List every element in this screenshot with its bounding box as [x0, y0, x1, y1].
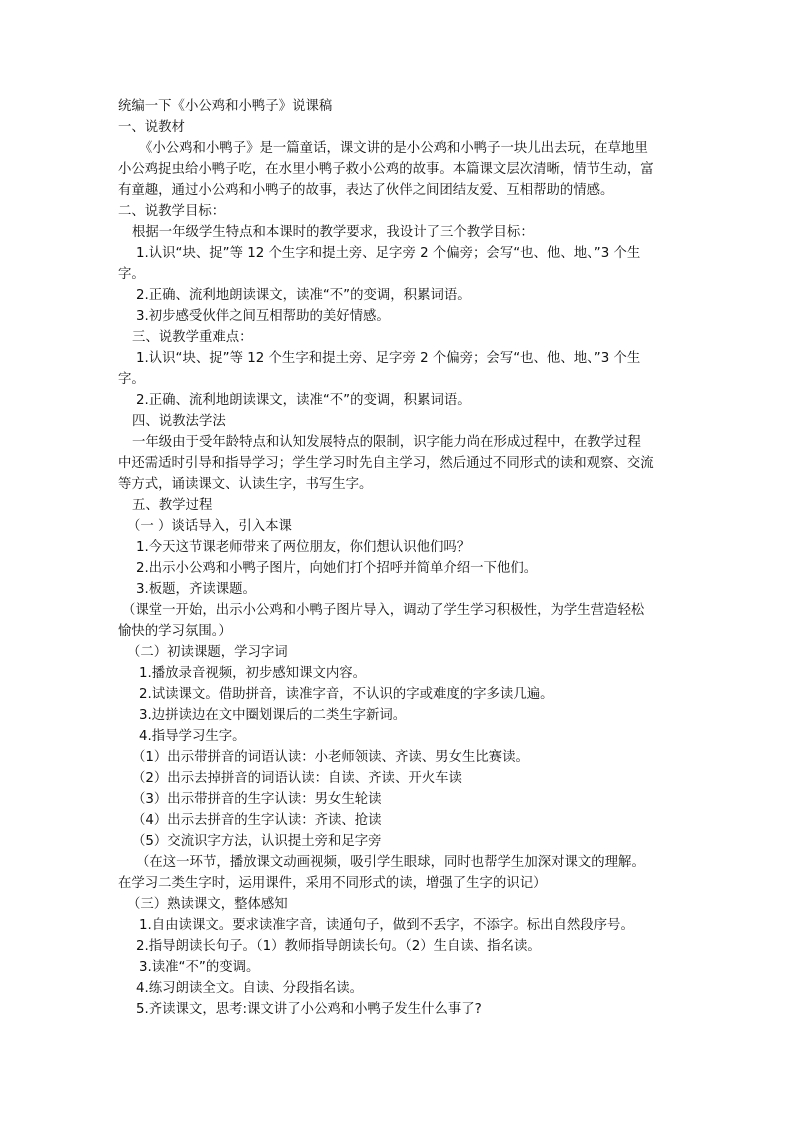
list-item: （1）出示带拼音的词语认读：小老师领读、齐读、男女生比赛读。 [132, 750, 529, 765]
note-line: 愉快的学习氛围。） [118, 624, 232, 639]
section-heading: 三、说教学重难点： [132, 330, 253, 345]
list-item: （2）出示去掉拼音的词语认读：自读、齐读、开火车读 [132, 771, 462, 786]
document-page [118, 96, 678, 1020]
paragraph-line: 中还需适时引导和指导学习；学生学习时先自主学习，然后通过不同形式的读和观察、交流 [118, 456, 654, 471]
section-heading: 二、说教学目标： [118, 204, 226, 219]
document-title: 统编一下《小公鸡和小鸭子》说课稿 [118, 99, 333, 114]
list-item-continuation: 字。 [118, 267, 145, 282]
list-item: （3）出示带拼音的生字认读：男女生轮读 [132, 792, 382, 807]
list-item: 1.自由读课文。要求读准字音，读通句子，做到不丢字，不添字。标出自然段序号。 [139, 918, 634, 933]
section-heading: 一、说教材 [118, 120, 185, 135]
list-item: （4）出示去拼音的生字认读：齐读、抢读 [132, 813, 382, 828]
note-line: （在这一环节，播放课文动画视频，吸引学生眼球，同时也帮学生加深对课文的理解。 [136, 855, 645, 870]
list-item: 1.认识“块、捉”等 12 个生字和提土旁、足字旁 2 个偏旁；会写“也、他、地、”3 个生 [136, 246, 641, 261]
list-item: 3.板题，齐读课题。 [136, 582, 256, 597]
list-item: 2.指导朗读长句子。（1）教师指导朗读长句。（2）生自读、指名读。 [136, 939, 541, 954]
paragraph-line: 等方式，诵读课文、认读生字，书写生字。 [118, 477, 373, 492]
list-item: 5.齐读课文，思考:课文讲了小公鸡和小鸭子发生什么事了? [136, 1002, 482, 1017]
list-item: 2.正确、流利地朗读课文，读准“不”的变调，积累词语。 [136, 393, 471, 408]
list-item: 1.认识“块、捉”等 12 个生字和提土旁、足字旁 2 个偏旁；会写“也、他、地、”3 个生 [136, 351, 641, 366]
paragraph-line: 根据一年级学生特点和本课时的教学要求，我设计了三个教学目标： [132, 225, 534, 240]
paragraph-line: 小公鸡捉虫给小鸭子吃，在水里小鸭子救小公鸡的故事。本篇课文层次清晰，情节生动，富 [118, 162, 654, 177]
list-item: 4.练习朗读全文。自读、分段指名读。 [136, 981, 364, 996]
section-heading: 四、说教法学法 [132, 414, 226, 429]
list-item: 1.播放录音视频，初步感知课文内容。 [139, 666, 367, 681]
list-item: 2.正确、流利地朗读课文，读准“不”的变调，积累词语。 [136, 288, 471, 303]
subsection-heading: （三）熟读课文，整体感知 [127, 897, 288, 912]
list-item: 3.读准“不”的变调。 [139, 960, 260, 975]
note-line: （课堂一开始，出示小公鸡和小鸭子图片导入，调动了学生学习积极性，为学生营造轻松 [122, 603, 645, 618]
paragraph-line: 《小公鸡和小鸭子》是一篇童话，课文讲的是小公鸡和小鸭子一块儿出去玩，在草地里 [139, 141, 648, 156]
list-item: 1.今天这节课老师带来了两位朋友，你们想认识他们吗？ [136, 540, 471, 555]
list-item: 3.初步感受伙伴之间互相帮助的美好情感。 [136, 309, 390, 324]
list-item: 2.试读课文。借助拼音，读准字音，不认识的字或难度的字多读几遍。 [139, 687, 554, 702]
paragraph-line: 一年级由于受年龄特点和认知发展特点的限制，识字能力尚在形成过程中，在教学过程 [132, 435, 641, 450]
paragraph-line: 有童趣，通过小公鸡和小鸭子的故事，表达了伙伴之间团结友爱、互相帮助的情感。 [118, 183, 614, 198]
section-heading: 五、教学过程 [132, 498, 213, 513]
list-item: 2.出示小公鸡和小鸭子图片，向她们打个招呼并简单介绍一下他们。 [136, 561, 538, 576]
list-item: 3.边拼读边在文中圈划课后的二类生字新词。 [139, 708, 407, 723]
subsection-heading: （一 ）谈话导入，引入本课 [127, 519, 292, 534]
note-line: 在学习二类生字时，运用课件，采用不同形式的读，增强了生字的识记） [118, 876, 547, 891]
list-item-continuation: 字。 [118, 372, 145, 387]
list-item: （5）交流识字方法，认识提土旁和足字旁 [132, 834, 382, 849]
subsection-heading: （二）初读课题，学习字词 [127, 645, 288, 660]
list-item: 4.指导学习生字。 [139, 729, 246, 744]
